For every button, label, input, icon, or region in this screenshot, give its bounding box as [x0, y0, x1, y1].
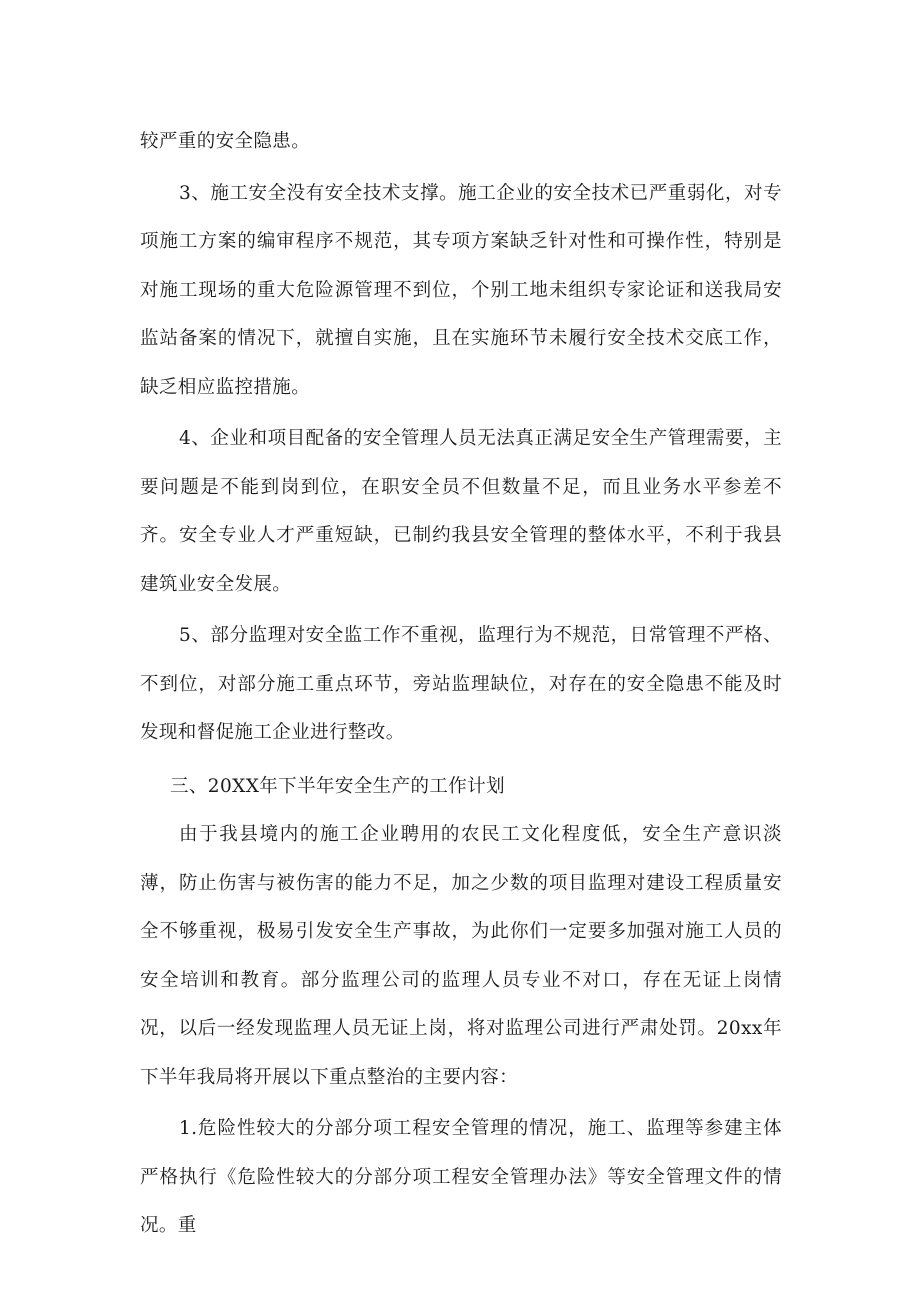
paragraph-item-4: 4、企业和项目配备的安全管理人员无法真正满足安全生产管理需要，主要问题是不能到岗到位，在职安全员不但数量不足，而且业务水平参差不齐。安全专业人才严重短缺，已制约我县安全管理的整体水平，不利于我县建筑业安全发展。: [140, 428, 782, 595]
document-page: [140, 118, 782, 1251]
paragraph-item-5: 5、部分监理对安全监工作不重视，监理行为不规范，日常管理不严格、不到位，对部分施工重点环节，旁站监理缺位，对存在的安全隐患不能及时发现和督促施工企业进行整改。: [140, 625, 782, 743]
section-heading: 三、20XX年下半年安全生产的工作计划: [170, 775, 505, 797]
paragraph-body: 由于我县境内的施工企业聘用的农民工文化程度低，安全生产意识淡薄，防止伤害与被伤害的能力不足，加之少数的项目监理对建设工程质量安全不够重视，极易引发安全生产事故，为此你们一定要多加强对施工人员的安全培训和教育。部分监理公司的监理人员专业不对口，存在无证上岗情况，以后一经发现监理人员无证上岗，将对监理公司进行严肃处罚。20xx年下半年我局将开展以下重点整治的主要内容：: [140, 824, 782, 1088]
paragraph-item-1: 1.危险性较大的分部分项工程安全管理的情况，施工、监理等参建主体严格执行《危险性较大的分部分项工程安全管理办法》等安全管理文件的情况。重: [140, 1118, 782, 1236]
paragraph-item-3: 3、施工安全没有安全技术支撑。施工企业的安全技术已严重弱化，对专项施工方案的编审程序不规范，其专项方案缺乏针对性和可操作性，特别是对施工现场的重大危险源管理不到位，个别工地未组织专家论证和送我局安监站备案的情况下，就擅自实施，且在实施环节未履行安全技术交底工作，缺乏相应监控措施。: [140, 182, 782, 398]
paragraph-continuation: 较严重的安全隐患。: [140, 131, 311, 152]
